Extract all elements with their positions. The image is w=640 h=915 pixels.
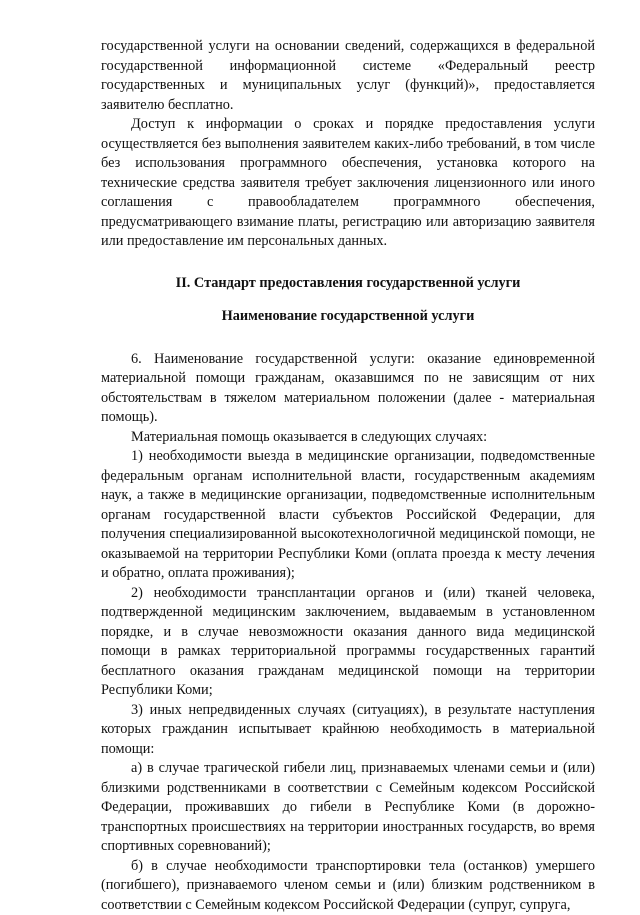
list-item-2: 2) необходимости трансплантации органов и (или) тканей человека, подтвержденной медицинским заключением, выдаваемым в установленном порядке, и в случае невозможности оказания данного вида медицинской помощи в рамках территориальной программы государственных гарантий бесплатного оказания гражданам медицинской помощи на территории Республики Коми; [101, 584, 595, 701]
list-item-3: 3) иных непредвиденных случаях (ситуациях), в результате наступления которых гражданин испытывает крайнюю необходимость в материальной помощи: [101, 701, 595, 760]
subsection-title: Наименование государственной услуги [101, 307, 595, 327]
paragraph-access-info: Доступ к информации о сроках и порядке предоставления услуги осуществляется без выполнения заявителем каких-либо требований, в том числе без использования программного обеспечения, установка которого на технические средства заявителя требует заключения лицензионного или иного соглашения с правообладателем программного обеспечения, предусматривающего взимание платы, регистрацию или авторизацию заявителя или предоставление им персональных данных. [101, 115, 595, 252]
list-item-3a: а) в случае трагической гибели лиц, признаваемых членами семьи и (или) близкими родственниками в соответствии с Семейным кодексом Российской Федерации, проживавших до гибели в Республике Коми (в дорожно-транспортных происшествиях на территории иностранных государств, во время спортивных соревнований); [101, 759, 595, 857]
paragraph-6: 6. Наименование государственной услуги: оказание единовременной материальной помощи гражданам, оказавшимся по не зависящим от них обстоятельствам в тяжелом материальном положении (далее - материальная помощь). [101, 350, 595, 428]
section-title: II. Стандарт предоставления государственной услуги [101, 274, 595, 294]
list-item-1: 1) необходимости выезда в медицинские организации, подведомственные федеральным органам исполнительной власти, государственным академиям наук, а также в медицинские организации, подведомственные исполнительным органам государственной власти субъектов Российской Федерации, для получения специализированной высокотехнологичной медицинской помощи, не оказываемой на территории Республики Коми (оплата проезда к месту лечения и обратно, оплата проживания); [101, 447, 595, 584]
document-page [101, 37, 595, 915]
list-item-3b: б) в случае необходимости транспортировки тела (останков) умершего (погибшего), признаваемого членом семьи и (или) близким родственником в соответствии с Семейным кодексом Российской Федерации (супруг, супруга, [101, 857, 595, 915]
paragraph-cases: Материальная помощь оказывается в следующих случаях: [101, 428, 595, 448]
paragraph-continuation: государственной услуги на основании сведений, содержащихся в федеральной государственной информационной системе «Федеральный реестр государственных и муниципальных услуг (функций)», предоставляется заявителю бесплатно. [101, 37, 595, 115]
